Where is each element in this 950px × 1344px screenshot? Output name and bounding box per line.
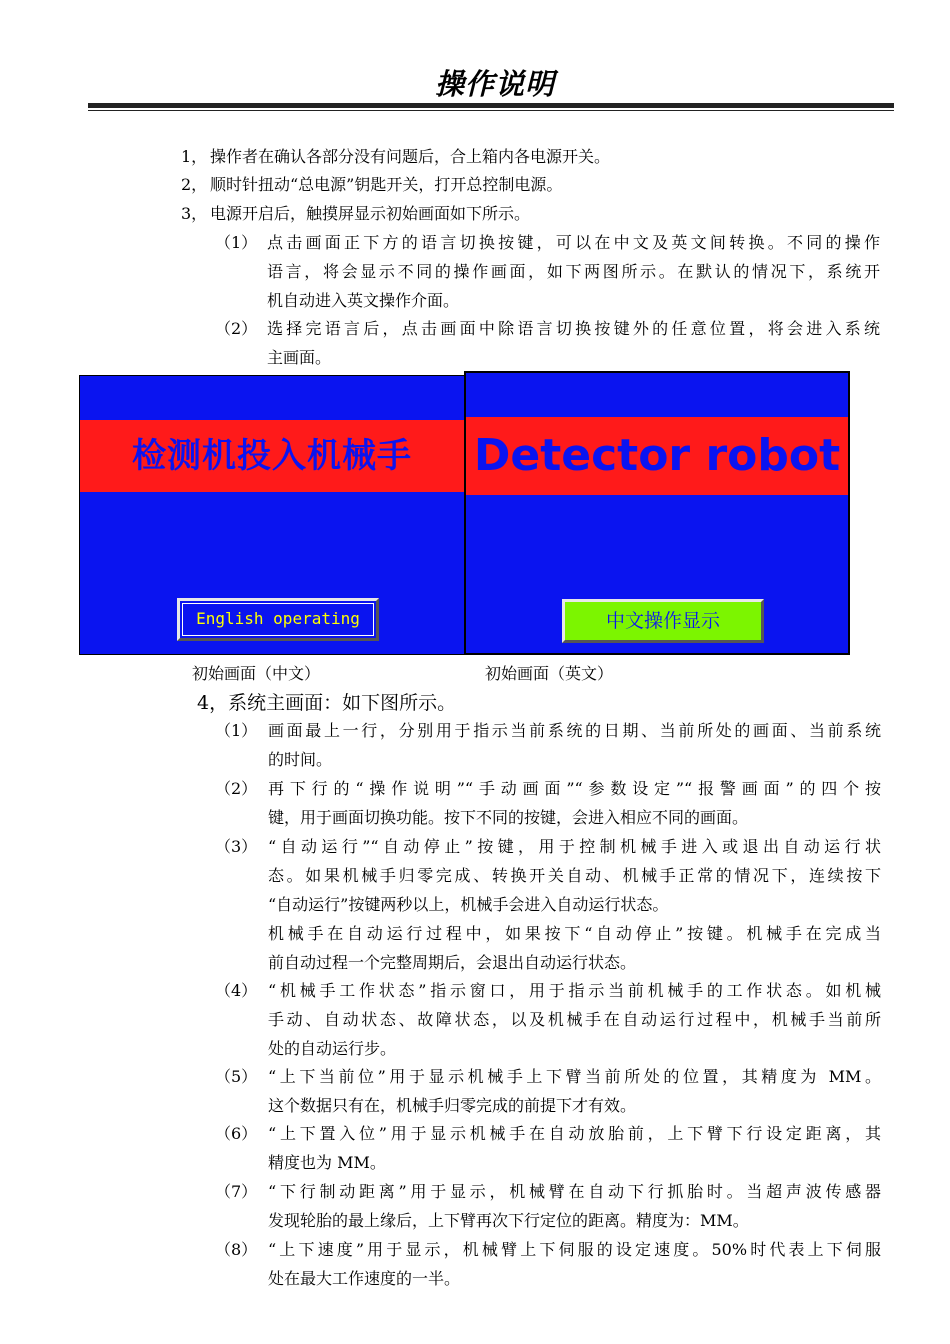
sub-item-text: 机械手在自动运行过程中，如果按下“自动停止”按键。机械手在完成当 (268, 924, 881, 943)
caption-chinese-screen: 初始画面（中文） (192, 664, 321, 683)
sub-item-text: “上下当前位”用于显示机械手上下臂当前所处的位置，其精度为 MM。 (268, 1067, 881, 1086)
sub-item-text: 的时间。 (268, 750, 333, 769)
initial-screen-english (464, 371, 850, 655)
step-text: 电源开启后，触摸屏显示初始画面如下所示。 (210, 204, 531, 223)
header-rule-thin (88, 110, 894, 111)
sub-item-text: 点击画面正下方的语言切换按键，可以在中文及英文间转换。不同的操作 (267, 233, 880, 252)
section-heading: 4，系统主画面：如下图所示。 (197, 692, 457, 714)
sub-item-text: 精度也为 MM。 (268, 1153, 386, 1172)
step-number: 2， (181, 175, 208, 194)
initial-screen-chinese (79, 375, 465, 655)
sub-item-number: （1） (215, 721, 258, 740)
sub-item-text: “上下置入位”用于显示机械手在自动放胎前，上下臂下行设定距离，其 (268, 1124, 881, 1143)
step-number: 1， (181, 147, 208, 166)
sub-item-text: 再下行的“操作说明”“手动画面”“参数设定”“报警画面”的四个按 (268, 779, 881, 798)
sub-item-text: 机自动进入英文操作介面。 (267, 291, 460, 310)
sub-item-number: （6） (215, 1124, 258, 1143)
sub-item-number: （3） (215, 837, 258, 856)
sub-item-text: 前自动过程一个完整周期后，会退出自动运行状态。 (268, 953, 637, 972)
sub-item-text: “机械手工作状态”指示窗口，用于指示当前机械手的工作状态。如机械 (268, 981, 881, 1000)
sub-item-number: （4） (215, 981, 258, 1000)
sub-item-text: 语言，将会显示不同的操作画面，如下两图所示。在默认的情况下，系统开 (267, 262, 880, 281)
screen-banner-title: 检测机投入机械手 (80, 420, 464, 492)
sub-item-number: （8） (215, 1240, 258, 1259)
sub-item-number: （7） (215, 1182, 258, 1201)
step-number: 3， (181, 204, 208, 223)
sub-item-text: 处在最大工作速度的一半。 (268, 1269, 461, 1288)
english-operating-button[interactable]: English operating (177, 598, 379, 641)
sub-item-text: “上下速度”用于显示，机械臂上下伺服的设定速度。50%时代表上下伺服 (268, 1240, 881, 1259)
sub-item-text: 发现轮胎的最上缘后，上下臂再次下行定位的距离。精度为：MM。 (268, 1211, 749, 1230)
sub-item-text: 键，用于画面切换功能。按下不同的按键，会进入相应不同的画面。 (268, 808, 749, 827)
sub-item-text: 这个数据只有在，机械手归零完成的前提下才有效。 (268, 1096, 637, 1115)
sub-item-text: 画面最上一行，分别用于指示当前系统的日期、当前所处的画面、当前系统 (268, 721, 881, 740)
page-title: 操作说明 (434, 67, 555, 101)
step-text: 顺时针扭动“总电源”钥匙开关，打开总控制电源。 (210, 175, 563, 194)
sub-item-text: 处的自动运行步。 (268, 1039, 397, 1058)
sub-item-text: “自动运行”按键两秒以上，机械手会进入自动运行状态。 (268, 895, 669, 914)
screen-banner-title: Detector robot (466, 417, 848, 495)
sub-item-text: 选择完语言后，点击画面中除语言切换按键外的任意位置，将会进入系统 (267, 319, 880, 338)
sub-item-number: （2） (215, 779, 258, 798)
sub-item-text: 手动、自动状态、故障状态，以及机械手在自动运行过程中，机械手当前所 (268, 1010, 881, 1029)
sub-item-text: “下行制动距离”用于显示，机械臂在自动下行抓胎时。当超声波传感器 (268, 1182, 881, 1201)
sub-item-text: 态。如果机械手归零完成、转换开关自动、机械手正常的情况下，连续按下 (268, 866, 881, 885)
caption-english-screen: 初始画面（英文） (485, 664, 614, 683)
header-rule (88, 103, 894, 108)
sub-item-number: （5） (215, 1067, 258, 1086)
step-text: 操作者在确认各部分没有问题后，合上箱内各电源开关。 (210, 147, 611, 166)
sub-item-text: “自动运行”“自动停止”按键，用于控制机械手进入或退出自动运行状 (268, 837, 881, 856)
sub-item-number: （1） (215, 233, 258, 252)
sub-item-text: 主画面。 (267, 348, 332, 367)
chinese-display-button[interactable]: 中文操作显示 (562, 599, 764, 643)
sub-item-number: （2） (215, 319, 258, 338)
